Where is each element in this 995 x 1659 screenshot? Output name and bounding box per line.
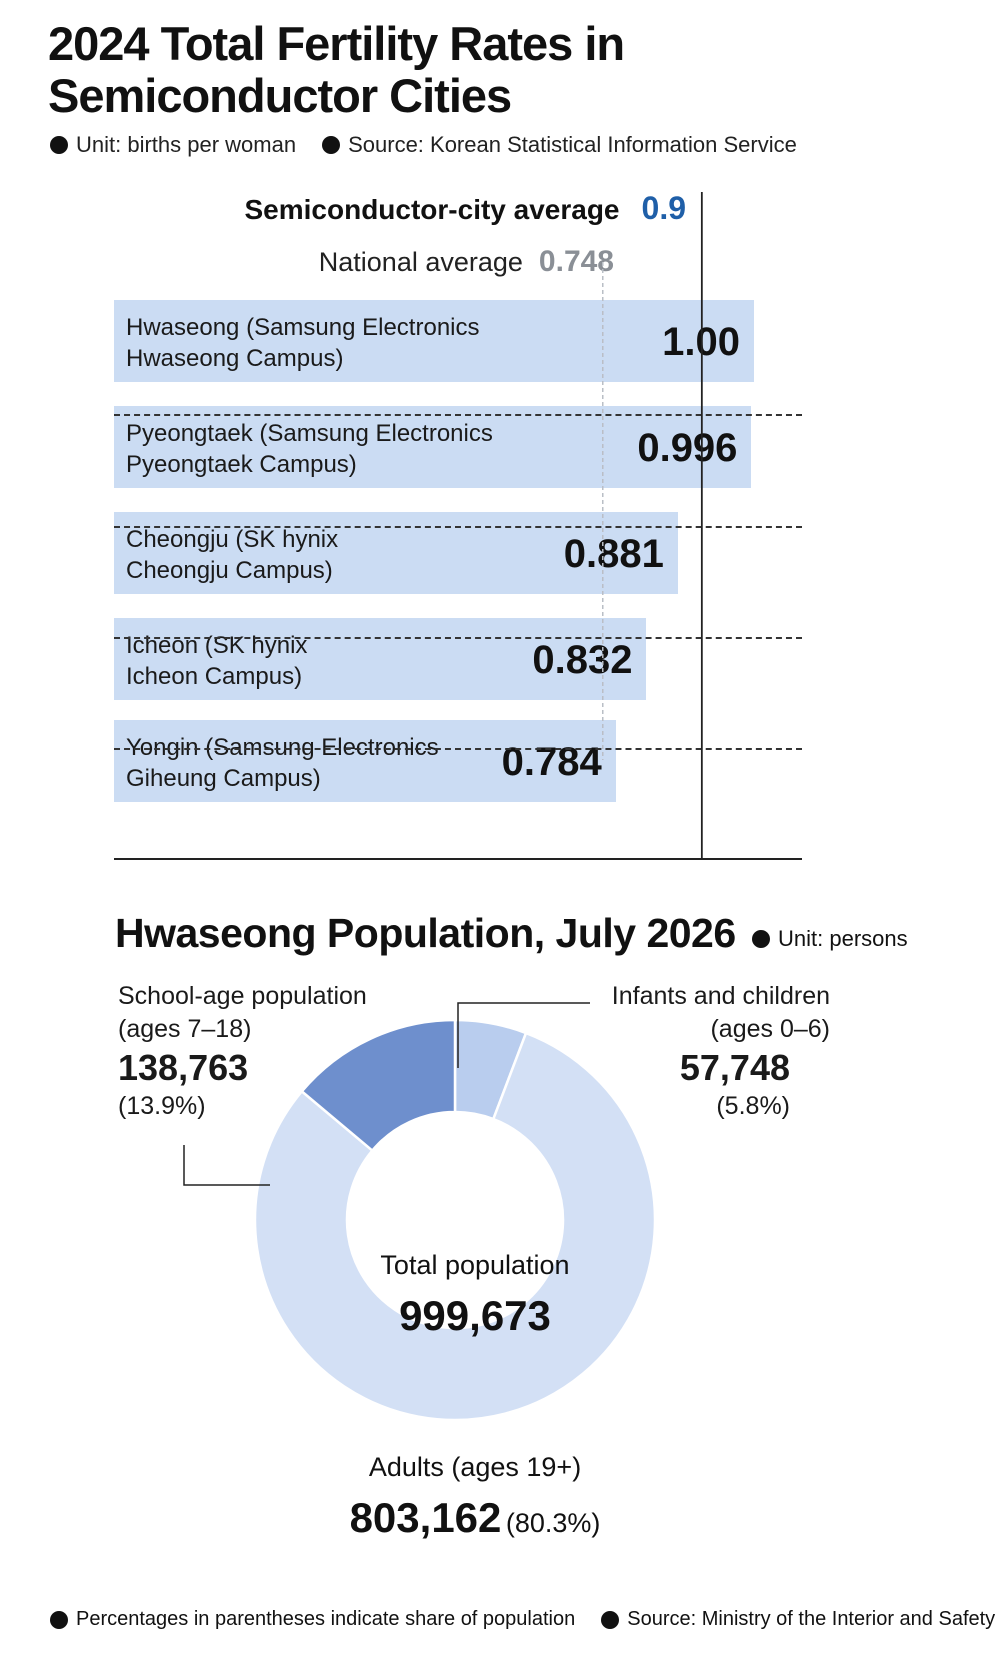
bar-label-line: Pyeongtaek Campus) (126, 451, 357, 478)
chart-title-line2: Semiconductor Cities (48, 69, 512, 122)
donut-center-value: 999,673 (399, 1292, 551, 1339)
semi-average-label: Semiconductor-city average (244, 194, 620, 225)
national-average-value: 0.748 (538, 245, 614, 278)
unit-label: Unit: births per woman (76, 132, 297, 157)
infants-label: Infants and children (611, 982, 830, 1010)
bullet-icon (50, 1611, 68, 1629)
bar-label-line: Icheon Campus) (126, 663, 303, 690)
semi-average-value: 0.9 (641, 190, 686, 226)
bar-label-line: Yongin (Samsung Electronics (126, 734, 439, 761)
population-chart-title: Hwaseong Population, July 2026 (115, 910, 736, 956)
bar-value: 1.00 (662, 320, 740, 364)
adults-value: 803,162 (349, 1494, 502, 1541)
infants-sublabel: (ages 0–6) (710, 1015, 830, 1043)
donut-center-label: Total population (380, 1250, 570, 1280)
school-age-percent: (13.9%) (118, 1092, 206, 1120)
bar-label-line: Pyeongtaek (Samsung Electronics (126, 420, 493, 447)
footer (50, 1608, 995, 1631)
bar-label-line: Cheongju Campus) (126, 557, 333, 584)
bar-label-line: Icheon (SK hynix (126, 632, 308, 659)
school-age-annotation (118, 980, 367, 1123)
population-unit (752, 926, 908, 952)
bar-label-line: Giheung Campus) (126, 765, 321, 792)
national-average-label: National average (318, 247, 523, 277)
infants-percent: (5.8%) (716, 1092, 790, 1120)
population-unit-label: Unit: persons (778, 926, 908, 951)
bar-value: 0.881 (563, 532, 664, 576)
adults-label: Adults (ages 19+) (368, 1452, 582, 1482)
chart-title-line1: 2024 Total Fertility Rates in (48, 17, 625, 70)
adults-value-line (300, 1494, 650, 1542)
bar-value: 0.832 (532, 638, 633, 682)
bar-label-line: Cheongju (SK hynix (126, 526, 339, 553)
footer-note: Percentages in parentheses indicate share of population (76, 1608, 576, 1630)
footer-source: Source: Ministry of the Interior and Safety (627, 1608, 995, 1630)
bullet-icon (752, 930, 770, 948)
bar-value: 0.784 (501, 740, 602, 784)
school-age-label: School-age population (118, 982, 367, 1010)
infants-value: 57,748 (679, 1047, 790, 1088)
source-label: Source: Korean Statistical Information Service (348, 132, 797, 157)
bullet-icon (601, 1611, 619, 1629)
leader-line-school (184, 1145, 270, 1185)
infants-annotation (520, 980, 830, 1123)
bar-value: 0.996 (637, 426, 738, 470)
bar-label-line: Hwaseong Campus) (126, 345, 344, 372)
bar-label-line: Hwaseong (Samsung Electronics (126, 314, 480, 341)
school-age-value: 138,763 (118, 1047, 249, 1088)
adults-percent: (80.3%) (505, 1508, 601, 1538)
school-age-sublabel: (ages 7–18) (118, 1015, 252, 1043)
